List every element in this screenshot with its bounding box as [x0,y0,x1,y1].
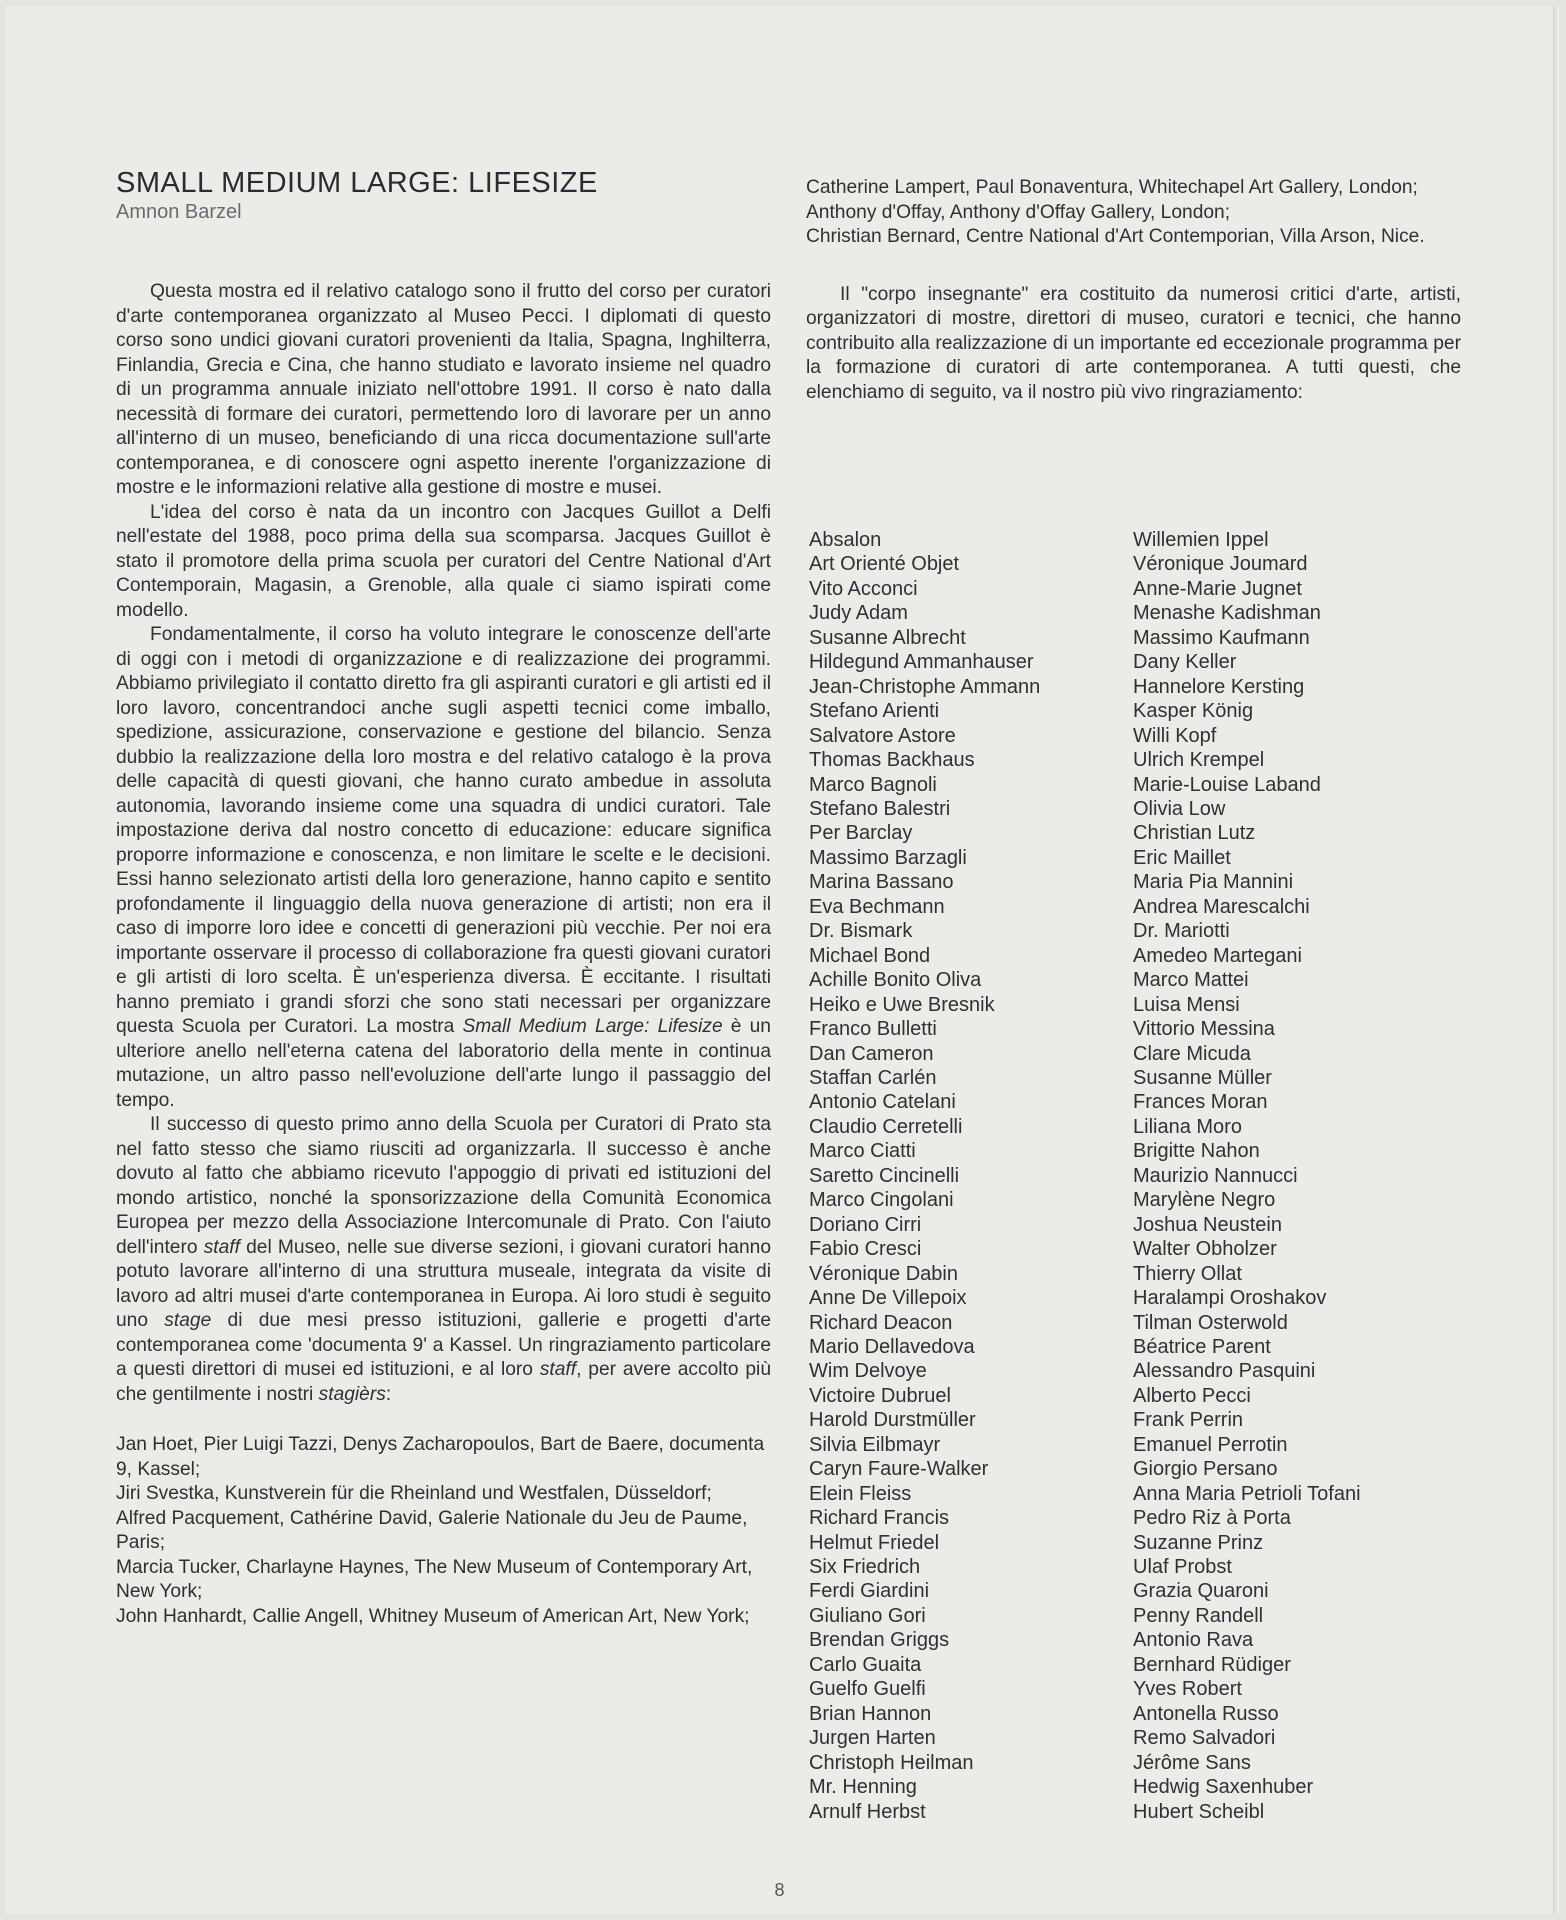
name-entry: Mario Dellavedova [809,1335,975,1358]
name-entry: Bernhard Rüdiger [1133,1653,1291,1676]
name-entry: Claudio Cerretelli [809,1115,963,1138]
name-entry: Saretto Cincinelli [809,1164,960,1187]
paragraph-2: L'idea del corso è nata da un incontro con Jacques Guillot a Delfi nell'estate del 1988, poco prima della sua scomparsa. Jacques Guillot è stato il promotore della prima scuola per curatori del Centre National d'Art Contemporain, Magasin, a Grenoble, alla quale ci siamo ispirati come modello. [116,501,771,621]
name-entry: Dr. Mariotti [1133,920,1230,943]
name-entry: Massimo Kaufmann [1133,626,1310,649]
name-entry: Hildegund Ammanhauser [809,651,1034,674]
name-entry: Giorgio Persano [1133,1458,1278,1481]
name-entry: Luisa Mensi [1133,993,1240,1016]
name-entry: Ulaf Probst [1133,1556,1232,1579]
name-entry: Marco Bagnoli [809,773,937,796]
name-entry: Frank Perrin [1133,1409,1244,1432]
right-column [806,176,1461,405]
name-entry: Jean-Christophe Ammann [809,675,1041,698]
name-entry: Marco Ciatti [809,1140,916,1163]
stagier-entry: Marcia Tucker, Charlayne Haynes, The New Museum of Contemporary Art, New York; [116,1556,753,1602]
name-entry: Staffan Carlén [809,1066,937,1089]
name-entry: Maurizio Nannucci [1133,1164,1298,1187]
name-entry: Anne-Marie Jugnet [1133,577,1302,600]
name-entry: Walter Obholzer [1133,1238,1277,1261]
name-entry: Arnulf Herbst [809,1800,926,1823]
name-entry: Thierry Ollat [1133,1262,1242,1285]
name-entry: Salvatore Astore [809,724,956,747]
name-entry: Antonio Catelani [809,1091,956,1114]
name-entry: Béatrice Parent [1133,1335,1271,1358]
stagier-entry: Alfred Pacquement, Cathérine David, Galerie Nationale du Jeu de Paume, Paris; [116,1507,748,1553]
name-entry: Guelfo Guelfi [809,1678,926,1701]
name-entry: Kasper König [1133,700,1254,723]
stagier-entry: Jan Hoet, Pier Luigi Tazzi, Denys Zacharopoulos, Bart de Baere, documenta 9, Kassel; [116,1434,765,1480]
left-column [116,166,771,1629]
name-entry: Brendan Griggs [809,1629,950,1652]
name-entry: Jurgen Harten [809,1727,936,1750]
name-entry: Victoire Dubruel [809,1384,951,1407]
name-entry: Dany Keller [1133,651,1237,674]
name-entry: Hedwig Saxenhuber [1133,1776,1314,1799]
name-entry: Amedeo Martegani [1133,944,1302,967]
name-entry: Marina Bassano [809,871,954,894]
article-author: Amnon Barzel [116,201,242,223]
name-entry: Doriano Cirri [809,1213,922,1236]
name-entry: Tilman Osterwold [1133,1311,1288,1334]
name-entry: Marie-Louise Laband [1133,773,1321,796]
name-entry: Christoph Heilman [809,1751,974,1774]
name-entry: Olivia Low [1133,797,1226,820]
paragraph-4: Il successo di questo primo anno della Scuola per Curatori di Prato sta nel fatto stesso che siamo riusciti ad organizzarla. Il successo è anche dovuto al fatto che abbiamo ricevuto l'appoggio di privati ed istituzioni del mondo artistico, nonché la sponsorizzazione della Comunità Economica Europea per mezzo della Associazione Intercomunale di Prato. Con l'aiuto dell'intero staff del Museo, nelle sue diverse sezioni, i giovani curatori hanno potuto lavorare all'interno di una struttura museale, integrata da visite di lavoro ad altri musei d'arte contemporanea in Europa. Ai loro studi è seguito uno stage di due mesi presso istituzioni, gallerie e progetti d'arte contemporanea come 'documenta 9' a Kassel. Un ringraziamento particolare a questi direttori di musei ed istituzioni, e al loro staff, per avere accolto più che gentilmente i nostri stagièrs: [116,1114,771,1405]
name-entry: Anne De Villepoix [809,1287,967,1310]
name-entry: Stefano Balestri [809,797,951,820]
name-entry: Caryn Faure-Walker [809,1458,989,1481]
stagier-entry: Anthony d'Offay, Anthony d'Offay Gallery, London; [806,201,1231,223]
name-entry: Liliana Moro [1133,1115,1242,1138]
name-entry: Alberto Pecci [1133,1384,1251,1407]
name-entry: Véronique Joumard [1133,553,1308,576]
name-entry: Helmut Friedel [809,1531,940,1554]
paragraph-3: Fondamentalmente, il corso ha voluto integrare le conoscenze dell'arte di oggi con i metodi di organizzazione e di realizzazione dei programmi. Abbiamo privilegiato il contatto diretto fra gli aspiranti curatori e gli artisti ed il loro lavoro, concentrandoci anche sugli aspetti tecnici come imballo, spedizione, assicurazione, conservazione e gestione del bilancio. Senza dubbio la realizzazione della loro mostra e del relativo catalogo è la prova delle capacità di questi giovani, che hanno curato ambedue in assoluta autonomia, lavorando insieme come una squadra di undici curatori. Tale impostazione deriva dal nostro concetto di educazione: educare significa proporre informazione e conoscenza, e non limitare le scelte e le decisioni. Essi hanno selezionato artisti della loro generazione, hanno capito e sentito profondamente il linguaggio della nuova generazione di artisti; non era il caso di imporre loro idee e concetti di generazioni più vecchie. Per noi era importante osservare il processo di collaborazione fra questi giovani curatori e gli artisti di loro scelta. È un'esperienza diversa. È eccitante. I risultati hanno premiato i grandi sforzi che sono stati necessari per organizzare questa Scuola per Curatori. La mostra Small Medium Large: Lifesize è un ulteriore anello nell'eterna catena del laboratorio della mente in continua mutazione, un altro passo nell'evoluzione dell'arte lungo il passaggio del tempo. [116,624,771,1111]
name-entry: Vito Acconci [809,577,918,600]
name-entry: Suzanne Prinz [1133,1531,1264,1554]
name-entry: Michael Bond [809,944,931,967]
name-entry: Richard Deacon [809,1311,953,1334]
name-entry: Susanne Albrecht [809,626,966,649]
name-entry: Vittorio Messina [1133,1018,1275,1041]
name-entry: Frances Moran [1133,1091,1268,1114]
name-entry: Ulrich Krempel [1133,749,1265,772]
name-entry: Haralampi Oroshakov [1133,1287,1327,1310]
name-entry: Hannelore Kersting [1133,675,1305,698]
stagiers-list-left [116,1433,771,1629]
thanks-paragraph: Il "corpo insegnante" era costituito da numerosi critici d'arte, artisti, organizzatori di mostre, direttori di museo, curatori e tecnici, che hanno contribuito alla realizzazione di un importante ed eccezionale programma per la formazione di curatori di arte contemporanea. A tutti questi, che elenchiamo di seguito, va il nostro più vivo ringraziamento: [806,283,1461,403]
name-entry: Antonella Russo [1133,1702,1279,1725]
name-entry: Jérôme Sans [1133,1751,1251,1774]
name-entry: Harold Durstmüller [809,1409,976,1432]
stagier-entry: Jiri Svestka, Kunstverein für die Rheinland und Westfalen, Düsseldorf; [116,1483,712,1504]
name-entry: Eric Maillet [1133,846,1231,869]
name-entry: Willemien Ippel [1133,529,1269,551]
name-entry: Silvia Eilbmayr [809,1433,941,1456]
page [6,6,1553,1914]
name-entry: Eva Bechmann [809,895,945,918]
name-entry: Achille Bonito Oliva [809,969,982,992]
name-entry: Art Orienté Objet [809,553,960,576]
name-entry: Christian Lutz [1133,822,1256,845]
name-entry: Susanne Müller [1133,1066,1272,1089]
name-entry: Remo Salvadori [1133,1727,1276,1750]
stagiers-list-right [806,176,1461,250]
name-entry: Anna Maria Petrioli Tofani [1133,1482,1361,1505]
names-list-col2 [1133,528,1361,1824]
name-entry: Mr. Henning [809,1776,917,1799]
name-entry: Marylène Negro [1133,1189,1276,1212]
name-entry: Grazia Quaroni [1133,1580,1269,1603]
name-entry: Dr. Bismark [809,920,913,943]
name-entry: Richard Francis [809,1507,950,1530]
name-entry: Thomas Backhaus [809,749,975,772]
name-entry: Wim Delvoye [809,1360,927,1383]
name-entry: Pedro Riz à Porta [1133,1507,1291,1530]
name-entry: Absalon [809,529,882,551]
name-entry: Elein Fleiss [809,1482,912,1505]
name-entry: Véronique Dabin [809,1262,958,1285]
name-entry: Clare Micuda [1133,1042,1251,1065]
name-entry: Per Barclay [809,822,913,845]
name-entry: Antonio Rava [1133,1629,1254,1652]
name-entry: Massimo Barzagli [809,846,967,869]
name-entry: Ferdi Giardini [809,1580,930,1603]
name-entry: Marco Cingolani [809,1189,954,1212]
name-entry: Andrea Marescalchi [1133,895,1310,918]
name-entry: Franco Bulletti [809,1018,937,1041]
name-entry: Brian Hannon [809,1702,932,1725]
name-entry: Maria Pia Mannini [1133,871,1294,894]
stagier-entry: Catherine Lampert, Paul Bonaventura, Whitechapel Art Gallery, London; [806,177,1418,198]
stagier-entry: Christian Bernard, Centre National d'Art Contemporian, Villa Arson, Nice. [806,226,1425,247]
paragraph-1: Questa mostra ed il relativo catalogo sono il frutto del corso per curatori d'arte contemporanea organizzato al Museo Pecci. I diplomati di questo corso sono undici giovani curatori provenienti da Italia, Spagna, Inghilterra, Finlandia, Grecia e Cina, che hanno studiato e lavorato insieme nel quadro di un programma annuale iniziato nell'ottobre 1991. Il corso è nato dalla necessità di formare dei curatori, permettendo loro di lavorare per un anno all'interno di un museo, beneficiando di una ricca documentazione sull'arte contemporanea, e di conoscere ogni aspetto inerente l'organizzazione di mostre e le informazioni relative alla gestione di mostre e musei. [116,281,771,498]
name-entry: Menashe Kadishman [1133,602,1321,625]
article-title: SMALL MEDIUM LARGE: LIFESIZE [116,167,598,199]
name-entry: Penny Randell [1133,1604,1264,1627]
names-list-col1 [809,528,1040,1824]
name-entry: Marco Mattei [1133,969,1249,992]
name-entry: Six Friedrich [809,1556,921,1579]
name-entry: Fabio Cresci [809,1238,922,1261]
name-entry: Judy Adam [809,602,908,625]
name-entry: Willi Kopf [1133,724,1217,747]
name-entry: Brigitte Nahon [1133,1140,1260,1163]
page-number: 8 [774,1880,785,1900]
name-entry: Emanuel Perrotin [1133,1433,1288,1456]
name-entry: Stefano Arienti [809,700,940,723]
name-entry: Carlo Guaita [809,1653,922,1676]
name-entry: Yves Robert [1133,1678,1242,1701]
name-entry: Joshua Neustein [1133,1213,1282,1236]
name-entry: Alessandro Pasquini [1133,1360,1316,1383]
name-entry: Hubert Scheibl [1133,1800,1265,1823]
name-entry: Heiko e Uwe Bresnik [809,993,995,1016]
stagier-entry: John Hanhardt, Callie Angell, Whitney Museum of American Art, New York; [116,1605,750,1627]
name-entry: Dan Cameron [809,1042,934,1065]
name-entry: Giuliano Gori [809,1604,926,1627]
